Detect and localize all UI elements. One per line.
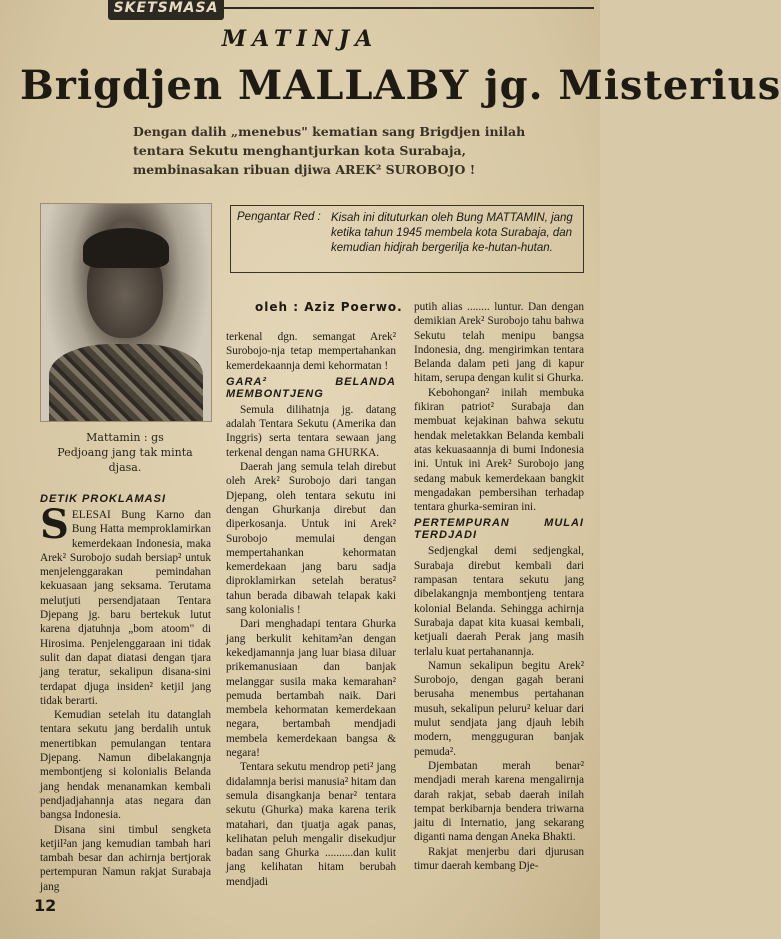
caption-name: Mattamin : gs	[86, 431, 164, 444]
column-2	[226, 330, 396, 889]
deck: Dengan dalih „menebus" kematian sang Brigdjen inilah tentara Sekutu menghantjurkan kota Surabaja, membinasakan ribuan djiwa AREK² SUROBOJO !	[133, 124, 526, 177]
col3-p2: Sedjengkal demi sedjengkal, Surabaja direbut kembali dari rampasan tentara sekutu jang dibelakangnja membontjeng tentara kolonial Belanda. Sehingga achirnja Surabaja dapat kita kuasai kembali, ketjuali daerah Perak jang masih terlalu kuat pertahanannja.	[414, 545, 584, 658]
column-1	[40, 490, 211, 894]
intro-label: Pengantar Red :	[237, 211, 321, 223]
intro-text: Kisah ini dituturkan oleh Bung MATTAMIN, jang ketika tahun 1945 membela kota Surabaja, dan kemudian hidjrah bergerilja ke-hutan-hutan.	[331, 212, 573, 254]
col3-heading: PERTEMPURAN MULAI TERDJADI	[414, 517, 584, 542]
col3-p5: Rakjat menjerbu dari djurusan timur daerah kembang Dje-	[414, 845, 584, 872]
col2-p0: terkenal dgn. semangat Arek² Surobojo-nja tetap mempertahankan kemerdekaannja demi kehormatan !	[226, 331, 396, 372]
headline: Brigdjen MALLABY jg. Misterius	[20, 62, 781, 109]
byline: oleh : Aziz Poerwo.	[255, 300, 403, 314]
col2-p4: Tentara sekutu mendrop peti² jang didalamnja berisi manusia² hitam dan semula disangkanja benar² tentara sekutu (Ghurka) maka karena terik matahari, dan tjuatja agak panas, kelihatan peluh mengalir disekudjur badan sang Ghurka ..........dan kulit jang kelihatan hitam berubah mendjadi	[226, 761, 396, 888]
col2-heading: GARA² BELANDA MEMBONTJENG	[226, 375, 396, 400]
col2-p2: Daerah jang semula telah direbut oleh Arek² Surobojo dari tangan Djepang, oleh tentara sekutu ini dengan Ghurkanja direbut dan diperkosanja. Untuk ini Arek² Surobojo memulai dengan mempertahankan kehormatan kemerdekaan jang baru sadja diproklamirkan setelah beratus² tahun berada dibawah telapak kaki sang kolonialis !	[226, 461, 396, 617]
col3-p4: Djembatan merah benar² mendjadi merah karena mengalirnja darah rakjat, sebab daerah inilah tempat berkibarnja bendera triwarna jaitu di Internatio, jang sekarang diganti nama dengan Aneka Bhakti.	[414, 759, 584, 844]
col1-p2: Kemudian setelah itu datanglah tentara sekutu jang berdalih untuk menertibkan pemulangan tentara Djepang. Namun dibelakangnja membontjeng si kolonialis Belanda jang hendak menanamkan kembali pendjadjahannja atas negara dan bangsa Indonesia.	[40, 709, 211, 822]
column-3	[414, 300, 584, 873]
col3-p1: Kebohongan² inilah membuka fikiran patriot² Surabaja dan membuat kejakinan bahwa sekutu hendak meletakkan Belanda kembali atas kekuasaannja di bumi Indonesia ini. Untuk ini Arek² Surobojo jang sedang mabuk kemerdekaan bangkit mengadakan pembersihan terhadap tentara ghurka-semiran ini.	[414, 386, 584, 514]
col1-p1	[40, 501, 211, 708]
page-number: 12	[34, 896, 57, 915]
col2-p3: Dari menghadapi tentara Ghurka jang berkulit kehitam²an dengan kekedjamannja jang luar biasa diluar prikemanusiaan dan banjak melanggar susila maka kemarahan² pemuda bertambah naik. Dari membela kehormatan kemerdekaan negara, bertambah mendjadi membela kemerdekaan bangsa & negara!	[226, 618, 396, 760]
editor-intro	[230, 205, 584, 273]
kicker: MATINJA	[221, 26, 379, 52]
caption-desc: Pedjoang jang tak minta djasa.	[57, 446, 193, 474]
drop-cap: S	[40, 501, 69, 548]
col1-p3: Disana sini timbul sengketa ketjil²an jang kemudian tambah hari tambah besar dan achirnja bertjorak pertempuran Namun rakjat Surabaja jang	[40, 823, 211, 893]
col2-p1: Semula dilihatnja jg. datang adalah Tentara Sekutu (Amerika dan Inggris) serta tentara sewaan jang terkenal dengan nama GHURKA.	[226, 403, 396, 459]
col1-p1-text: ELESAI Bung Karno dan Bung Hatta memproklamirkan kemerdekaan Indonesia, maka Arek² Surobojo sudah bersiap² untuk menjelenggarakan pemindahan kekuasaan jang seksama. Terutama melutjuti persendjataan Tentara Djepang jg. baru bertekuk lutut karena djatuhnja „bom atoom" di Hirosima. Penjelenggaraan ini tidak sulit dan dapat diatasi dengan tjara jang teratur, sekalipun disana-sini terdapat djuga insiden² ketjil jang tidak berarti.	[40, 509, 211, 707]
photo-shirt	[49, 344, 203, 421]
top-rule	[224, 7, 594, 9]
col3-p3: Namun sekalipun begitu Arek² Surobojo, dengan gagah berani berusaha menembus pertahanan musuh, sekalipun peluru² keluar dari mulut sendjata jang djauh lebih modern, mengguguran banjak pemuda².	[414, 659, 584, 758]
col1-heading: DETIK PROKLAMASI	[40, 493, 166, 505]
portrait-photo	[40, 203, 212, 422]
col3-p0: putih alias ........ luntur. Dan dengan demikian Arek² Surobojo tahu bahwa Sekutu telah menipu bangsa Indonesia, dng. mengirimkan tentara Belanda dalam peti jang di kapur hitam, serupa dengan kulit si Ghurka.	[414, 301, 584, 385]
photo-hair	[83, 228, 169, 268]
masthead: SKETSMASA	[108, 0, 224, 20]
photo-caption	[40, 430, 210, 475]
